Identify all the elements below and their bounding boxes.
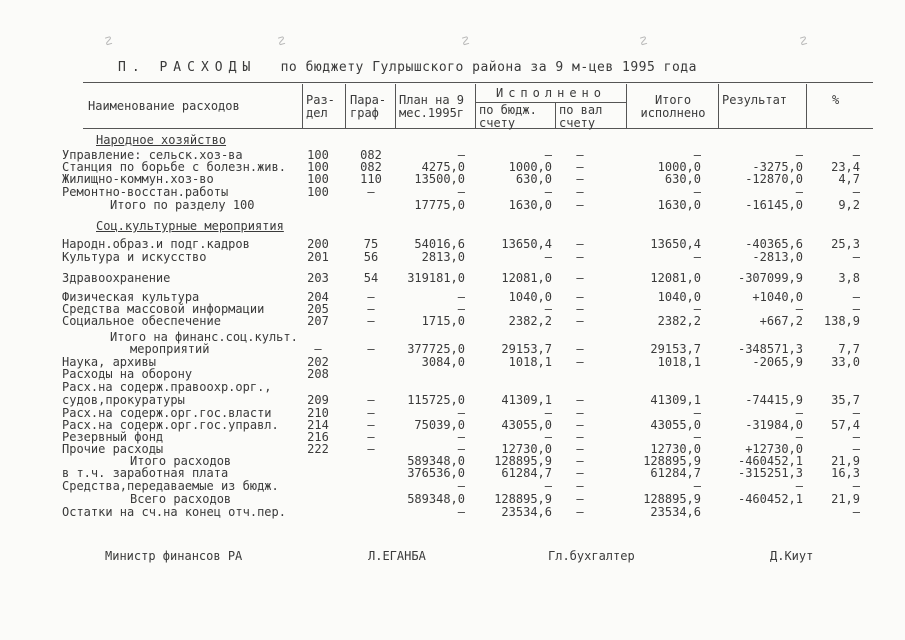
cell-razdel: 100 (307, 160, 329, 174)
row-name: мероприятий (130, 342, 210, 356)
signature-left-title: Министр финансов РА (105, 549, 243, 563)
table-top-rule (83, 82, 873, 83)
cell-razdel: 214 (307, 418, 329, 432)
cell-itogo: 43055,0 (650, 418, 701, 432)
cell-paragraf: 54 (363, 271, 379, 285)
stamp-mark-icon: ☡ (278, 34, 286, 48)
cell-plan: 75039,0 (414, 418, 465, 432)
cell-val: – (576, 250, 584, 264)
signature-left-name: Л.ЕГАНБА (368, 549, 426, 563)
cell-itogo: 29153,7 (650, 342, 701, 356)
title-part1: П. РАСХОДЫ (118, 60, 257, 75)
cell-itogo: 1040,0 (657, 290, 701, 304)
row-name: Ремонтно-восстан.работы (62, 185, 229, 199)
section-heading: Народное хозяйство (96, 133, 227, 147)
cell-itogo: 61284,7 (650, 466, 701, 480)
cell-val: – (576, 314, 584, 328)
cell-rez: -74415,9 (745, 393, 803, 407)
cell-paragraf: – (367, 185, 375, 199)
header-plan: План на 9 мес.1995г (399, 93, 465, 120)
cell-rez: -2065,9 (752, 355, 803, 369)
cell-paragraf: 082 (360, 148, 382, 162)
cell-rez: – (795, 430, 803, 444)
row-name: Расходы на оборону (62, 367, 193, 381)
cell-plan: 3084,0 (421, 355, 465, 369)
cell-itogo: – (693, 479, 701, 493)
row-name: Здравоохранение (62, 271, 171, 285)
cell-razdel: 201 (307, 250, 329, 264)
cell-paragraf: 110 (360, 172, 382, 186)
cell-rez: -460452,1 (737, 492, 803, 506)
header-po-budzh: по бюдж. счету (479, 103, 537, 130)
cell-plan: 4275,0 (421, 160, 465, 174)
cell-rez: -2813,0 (752, 250, 803, 264)
cell-plan: – (457, 442, 465, 456)
cell-val: – (576, 148, 584, 162)
cell-itogo: 23534,6 (650, 505, 701, 519)
cell-val: – (576, 342, 584, 356)
cell-budzh: – (544, 406, 552, 420)
cell-val: – (576, 355, 584, 369)
cell-plan: 54016,6 (414, 237, 465, 251)
cell-budzh: 1630,0 (508, 198, 552, 212)
row-name: Средства,передаваемые из бюдж. (62, 479, 279, 493)
cell-paragraf: 56 (363, 250, 379, 264)
cell-rez: -3275,0 (752, 160, 803, 174)
col-divider (718, 84, 719, 128)
cell-paragraf: 082 (360, 160, 382, 174)
cell-razdel: 222 (307, 442, 329, 456)
cell-pct: 16,3 (831, 466, 860, 480)
cell-itogo: 1630,0 (657, 198, 701, 212)
cell-rez: -348571,3 (737, 342, 803, 356)
cell-itogo: 12730,0 (650, 442, 701, 456)
cell-val: – (576, 454, 584, 468)
row-name: Итого по разделу 100 (110, 198, 255, 212)
row-name: Социальное обеспечение (62, 314, 221, 328)
stamp-mark-icon: ☡ (800, 34, 808, 48)
cell-plan: 377725,0 (407, 342, 465, 356)
cell-plan: – (457, 505, 465, 519)
cell-paragraf: – (367, 430, 375, 444)
header-name: Наименование расходов (88, 99, 240, 113)
cell-plan: 319181,0 (407, 271, 465, 285)
header-paragraf: Пара- граф (350, 93, 387, 120)
cell-pct: 35,7 (831, 393, 860, 407)
cell-plan: – (457, 406, 465, 420)
cell-razdel: 204 (307, 290, 329, 304)
cell-itogo: 12081,0 (650, 271, 701, 285)
cell-val: – (576, 492, 584, 506)
cell-rez: – (795, 406, 803, 420)
cell-val: – (576, 466, 584, 480)
cell-itogo: 630,0 (664, 172, 701, 186)
cell-val: – (576, 505, 584, 519)
cell-pct: – (852, 185, 860, 199)
cell-rez: – (795, 302, 803, 316)
cell-pct: 33,0 (831, 355, 860, 369)
cell-itogo: 128895,9 (643, 492, 701, 506)
cell-razdel: 210 (307, 406, 329, 420)
cell-pct: – (852, 302, 860, 316)
cell-plan: 13500,0 (414, 172, 465, 186)
row-name: Управление: сельск.хоз-ва (62, 148, 243, 162)
cell-razdel: – (314, 342, 322, 356)
cell-budzh: 1000,0 (508, 160, 552, 174)
cell-budzh: 13650,4 (501, 237, 552, 251)
row-name: Итого расходов (130, 454, 232, 468)
cell-val: – (576, 290, 584, 304)
cell-val: – (576, 442, 584, 456)
cell-budzh: 41309,1 (501, 393, 552, 407)
cell-paragraf: – (367, 342, 375, 356)
cell-budzh: – (544, 185, 552, 199)
cell-val: – (576, 198, 584, 212)
cell-razdel: 208 (307, 367, 329, 381)
cell-budzh: – (544, 250, 552, 264)
cell-pct: – (852, 406, 860, 420)
document-title (118, 60, 697, 75)
cell-plan: – (457, 290, 465, 304)
col-divider (395, 84, 396, 128)
cell-pct: 25,3 (831, 237, 860, 251)
cell-val: – (576, 479, 584, 493)
cell-budzh: 29153,7 (501, 342, 552, 356)
cell-razdel: 209 (307, 393, 329, 407)
cell-razdel: 200 (307, 237, 329, 251)
cell-rez: -31984,0 (745, 418, 803, 432)
header-po-val: по вал счету (559, 103, 603, 130)
cell-plan: 589348,0 (407, 492, 465, 506)
row-name: Расх.на содерж.орг.гос.управл. (62, 418, 279, 432)
cell-itogo: 1000,0 (657, 160, 701, 174)
cell-budzh: 43055,0 (501, 418, 552, 432)
cell-paragraf: – (367, 302, 375, 316)
cell-pct: 4,7 (838, 172, 860, 186)
col-divider (345, 84, 346, 128)
cell-razdel: 100 (307, 172, 329, 186)
cell-plan: – (457, 479, 465, 493)
cell-razdel: 202 (307, 355, 329, 369)
stamp-mark-icon: ☡ (462, 34, 470, 48)
row-name: Наука, архивы (62, 355, 156, 369)
cell-pct: – (852, 505, 860, 519)
cell-razdel: 207 (307, 314, 329, 328)
row-name: Всего расходов (130, 492, 232, 506)
cell-rez: -12870,0 (745, 172, 803, 186)
cell-paragraf: – (367, 406, 375, 420)
col-divider (475, 84, 476, 128)
signature-right-name: Д.Киут (770, 549, 814, 563)
cell-plan: 1715,0 (421, 314, 465, 328)
cell-plan: – (457, 185, 465, 199)
col-divider (302, 84, 303, 128)
cell-pct: – (852, 250, 860, 264)
cell-budzh: 61284,7 (501, 466, 552, 480)
cell-itogo: – (693, 406, 701, 420)
cell-pct: – (852, 148, 860, 162)
cell-razdel: 205 (307, 302, 329, 316)
cell-rez: -40365,6 (745, 237, 803, 251)
col-divider (626, 84, 627, 128)
cell-pct: – (852, 290, 860, 304)
cell-paragraf: – (367, 290, 375, 304)
row-name: Станция по борьбе с болезн.жив. (62, 160, 286, 174)
cell-rez: -460452,1 (737, 454, 803, 468)
cell-rez: – (795, 479, 803, 493)
cell-budzh: 1040,0 (508, 290, 552, 304)
cell-val: – (576, 185, 584, 199)
cell-itogo: – (693, 148, 701, 162)
row-name: Итого на финанс.соц.культ. (110, 330, 298, 344)
row-name: Прочие расходы (62, 442, 164, 456)
row-name: в т.ч. заработная плата (62, 466, 229, 480)
cell-budzh: 128895,9 (494, 454, 552, 468)
cell-budzh: – (544, 430, 552, 444)
header-razdel: Раз- дел (306, 93, 335, 120)
cell-budzh: 2382,2 (508, 314, 552, 328)
cell-itogo: 13650,4 (650, 237, 701, 251)
cell-razdel: 100 (307, 185, 329, 199)
col-divider (555, 102, 556, 128)
cell-budzh: 12730,0 (501, 442, 552, 456)
cell-itogo: 41309,1 (650, 393, 701, 407)
cell-budzh: – (544, 148, 552, 162)
row-name: Средства массовой информации (62, 302, 265, 316)
cell-paragraf: – (367, 393, 375, 407)
cell-rez: – (795, 148, 803, 162)
cell-rez: +1040,0 (752, 290, 803, 304)
cell-rez: – (795, 185, 803, 199)
header-itogo: Итого исполнено (640, 93, 706, 120)
cell-rez: -315251,3 (737, 466, 803, 480)
cell-itogo: – (693, 430, 701, 444)
cell-paragraf: – (367, 442, 375, 456)
row-name: Расх.на содерж.правоохр.орг., (62, 380, 272, 394)
cell-pct: 23,4 (831, 160, 860, 174)
cell-plan: 2813,0 (421, 250, 465, 264)
cell-paragraf: – (367, 314, 375, 328)
row-name: Народн.образ.и подг.кадров (62, 237, 250, 251)
cell-plan: – (457, 430, 465, 444)
cell-budzh: 23534,6 (501, 505, 552, 519)
cell-itogo: 1018,1 (657, 355, 701, 369)
col-divider (806, 84, 807, 128)
cell-pct: – (852, 442, 860, 456)
cell-plan: – (457, 302, 465, 316)
row-name: Резервный фонд (62, 430, 164, 444)
cell-val: – (576, 302, 584, 316)
cell-pct: 7,7 (838, 342, 860, 356)
header-bottom-rule (83, 128, 873, 129)
cell-plan: 376536,0 (407, 466, 465, 480)
cell-budzh: 128895,9 (494, 492, 552, 506)
cell-plan: – (457, 148, 465, 162)
cell-pct: – (852, 479, 860, 493)
cell-itogo: 128895,9 (643, 454, 701, 468)
cell-budzh: – (544, 479, 552, 493)
cell-rez: -16145,0 (745, 198, 803, 212)
cell-pct: 138,9 (823, 314, 860, 328)
cell-pct: 57,4 (831, 418, 860, 432)
row-name: судов,прокуратуры (62, 393, 185, 407)
section-heading: Соц.культурные мероприятия (96, 219, 284, 233)
stamp-mark-icon: ☡ (640, 34, 648, 48)
cell-pct: – (852, 430, 860, 444)
cell-val: – (576, 160, 584, 174)
row-name: Физическая культура (62, 290, 200, 304)
cell-pct: 9,2 (838, 198, 860, 212)
cell-budzh: – (544, 302, 552, 316)
cell-val: – (576, 172, 584, 186)
cell-plan: 17775,0 (414, 198, 465, 212)
cell-plan: 115725,0 (407, 393, 465, 407)
cell-razdel: 216 (307, 430, 329, 444)
cell-budzh: 1018,1 (508, 355, 552, 369)
cell-val: – (576, 271, 584, 285)
title-part2: по бюджету Гулрышского района за 9 м-цев 1995 года (280, 60, 697, 75)
cell-pct: 3,8 (838, 271, 860, 285)
header-percent: % (832, 93, 840, 107)
row-name: Жилищно-коммун.хоз-во (62, 172, 214, 186)
row-name: Остатки на сч.на конец отч.пер. (62, 505, 286, 519)
cell-itogo: – (693, 185, 701, 199)
cell-pct: 21,9 (831, 454, 860, 468)
cell-itogo: 2382,2 (657, 314, 701, 328)
cell-rez: +12730,0 (745, 442, 803, 456)
cell-itogo: – (693, 302, 701, 316)
cell-val: – (576, 430, 584, 444)
cell-budzh: 12081,0 (501, 271, 552, 285)
cell-val: – (576, 406, 584, 420)
cell-paragraf: 75 (363, 237, 379, 251)
stamp-mark-icon: ☡ (105, 34, 113, 48)
row-name: Расх.на содерж.орг.гос.власти (62, 406, 272, 420)
header-rezultat: Результат (722, 93, 788, 107)
cell-val: – (576, 418, 584, 432)
cell-paragraf: – (367, 418, 375, 432)
cell-razdel: 100 (307, 148, 329, 162)
cell-val: – (576, 237, 584, 251)
cell-val: – (576, 393, 584, 407)
cell-plan: 589348,0 (407, 454, 465, 468)
cell-rez: -307099,9 (737, 271, 803, 285)
cell-rez: +667,2 (759, 314, 803, 328)
cell-razdel: 203 (307, 271, 329, 285)
cell-budzh: 630,0 (515, 172, 552, 186)
header-ispolneno: Исполнено (495, 86, 607, 100)
row-name: Культура и искусство (62, 250, 207, 264)
signature-right-title: Гл.бухгалтер (548, 549, 635, 563)
cell-pct: 21,9 (831, 492, 860, 506)
cell-itogo: – (693, 250, 701, 264)
